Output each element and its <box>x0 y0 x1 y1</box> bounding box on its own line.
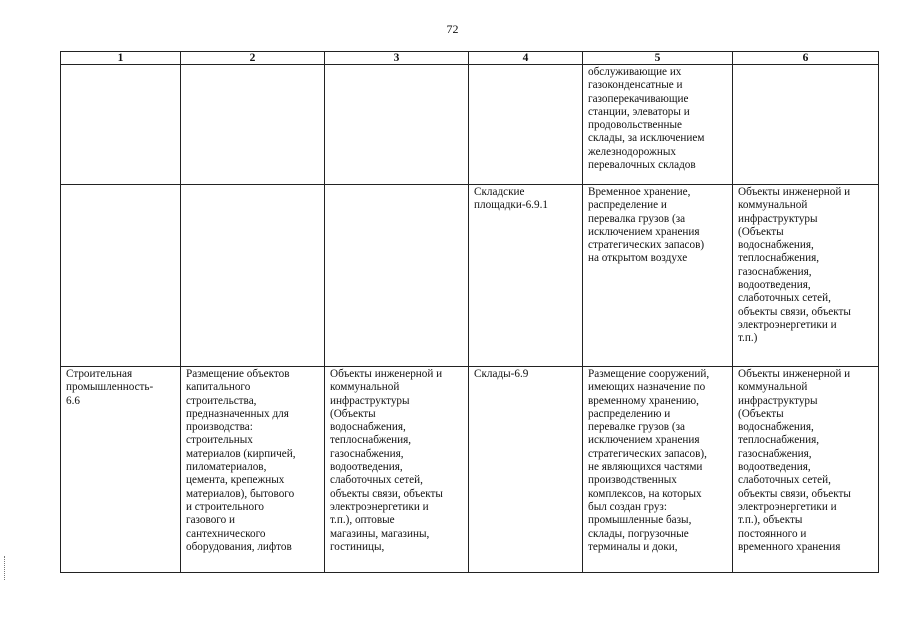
table-cell <box>469 185 583 367</box>
table-header-row <box>61 52 879 65</box>
column-header-1: 1 <box>61 52 181 65</box>
table-cell <box>61 185 181 367</box>
table-row-storage-areas <box>61 185 879 367</box>
table-cell <box>583 367 733 573</box>
table-row-building-industry <box>61 367 879 573</box>
table-cell <box>733 65 879 185</box>
cell-text: Размещение объектов капитального строительства, предназначенных для производства: строительных материалов (кирпичей, пиломатериалов, цемента, крепежных материалов), бытового и строительного газового и сантехнического оборудования, лифтов <box>186 368 296 553</box>
table-cell <box>181 65 325 185</box>
cell-text: Объекты инженерной и коммунальной инфраструктуры (Объекты водоснабжения, теплоснабжения, газоснабжения, водоотведения, слаботочных сетей, объекты связи, объекты электроэнергетики и т.п.) <box>738 186 851 345</box>
table-cell <box>325 185 469 367</box>
column-header-6: 6 <box>733 52 879 65</box>
table-cell <box>469 367 583 573</box>
cell-text: Складские площадки-6.9.1 <box>474 186 548 212</box>
page-number: 72 <box>446 22 459 36</box>
table-cell <box>583 65 733 185</box>
table-cell <box>325 367 469 573</box>
table-cell <box>733 367 879 573</box>
table-row-continued <box>61 65 879 185</box>
column-header-5: 5 <box>583 52 733 65</box>
cell-text: обслуживающие их газоконденсатные и газоперекачивающие станции, элеваторы и продовольственные склады, за исключением железнодорожных перевалочных складов <box>588 66 705 172</box>
table-cell <box>733 185 879 367</box>
table-cell <box>61 65 181 185</box>
margin-scan-mark <box>4 556 7 580</box>
column-header-2: 2 <box>181 52 325 65</box>
cell-text: Размещение сооружений, имеющих назначение по временному хранению, распределению и перевалке грузов (за исключением хранения стратегических запасов), не являющихся частями производственных комплексов, на которых был создан груз: промышленные базы, склады, погрузочные терминалы и доки, <box>588 368 710 553</box>
table-cell <box>181 367 325 573</box>
column-header-4: 4 <box>469 52 583 65</box>
table-cell <box>325 65 469 185</box>
cell-text: Склады-6.9 <box>474 368 529 380</box>
cell-text: Строительная промышленность- 6.6 <box>66 368 154 407</box>
table-cell <box>61 367 181 573</box>
cell-text: Объекты инженерной и коммунальной инфраструктуры (Объекты водоснабжения, теплоснабжения, газоснабжения, водоотведения, слаботочных сетей, объекты связи, объекты электроэнергетики и т.п.), объекты постоянного и временного хранения <box>738 368 851 553</box>
cell-text: Объекты инженерной и коммунальной инфраструктуры (Объекты водоснабжения, теплоснабжения, газоснабжения, водоотведения, слаботочных сетей, объекты связи, объекты электроэнергетики и т.п.), оптовые магазины, магазины, гостиницы, <box>330 368 443 553</box>
column-header-3: 3 <box>325 52 469 65</box>
table-cell <box>469 65 583 185</box>
cell-text: Временное хранение, распределение и перевалка грузов (за исключением хранения стратегических запасов) на открытом воздухе <box>588 186 705 265</box>
table-cell <box>583 185 733 367</box>
land-use-table <box>60 51 879 573</box>
table-cell <box>181 185 325 367</box>
